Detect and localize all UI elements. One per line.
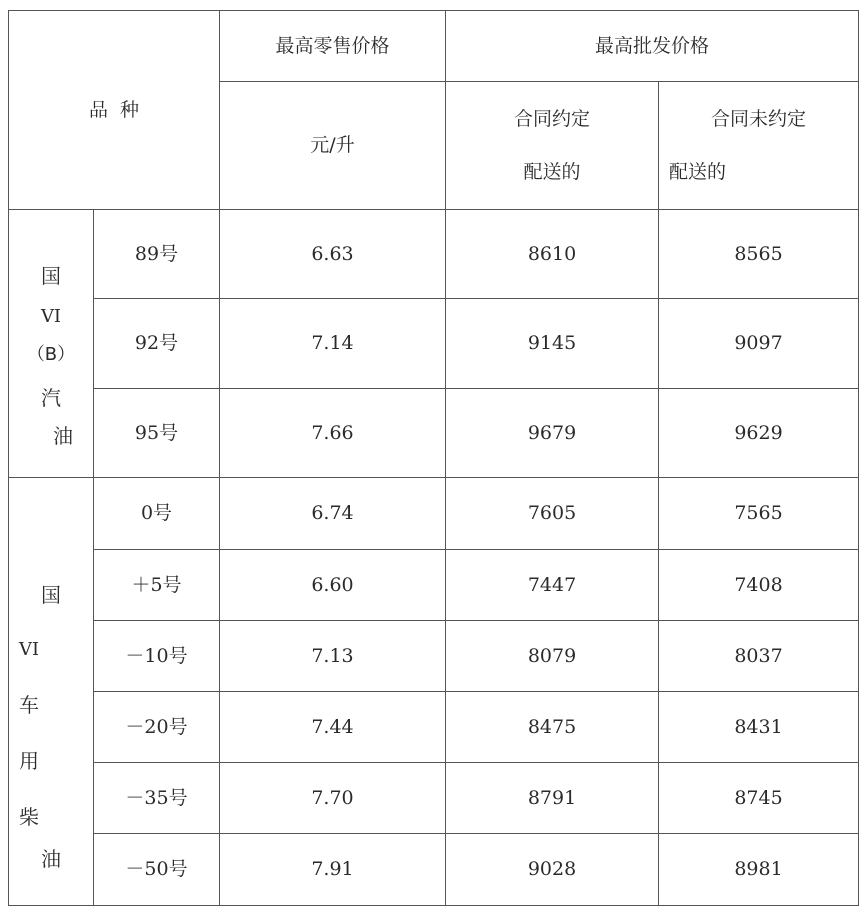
grade-cell: 92号: [94, 299, 220, 389]
diesel-group-label: [9, 478, 94, 906]
table-row: [9, 834, 859, 906]
grade-cell: －10号: [94, 621, 220, 692]
no-contract-cell: 8037: [659, 621, 859, 692]
no-contract-cell: 7565: [659, 478, 859, 550]
grade-cell: 0号: [94, 478, 220, 550]
no-contract-cell: 8431: [659, 692, 859, 763]
retail-cell: 7.91: [220, 834, 446, 906]
contract-cell: 8791: [446, 763, 659, 834]
header-row-1: [9, 11, 859, 82]
grade-cell: －35号: [94, 763, 220, 834]
no-contract-cell: 9629: [659, 389, 859, 478]
no-contract-cell: 8981: [659, 834, 859, 906]
diesel-label-char: VI: [19, 638, 40, 660]
retail-cell: 6.63: [220, 210, 446, 299]
no-contract-cell: 9097: [659, 299, 859, 389]
gasoline-group-label: [9, 210, 94, 478]
contract-cell: 9145: [446, 299, 659, 389]
fuel-price-table: [8, 10, 859, 906]
no-contract-delivery-header: [659, 82, 859, 210]
wholesale-price-header: 最高批发价格: [446, 11, 859, 82]
grade-cell: 95号: [94, 389, 220, 478]
grade-cell: －50号: [94, 834, 220, 906]
contract-cell: 8610: [446, 210, 659, 299]
contract-cell: 8475: [446, 692, 659, 763]
table-row: [9, 389, 859, 478]
retail-cell: 7.70: [220, 763, 446, 834]
grade-cell: ＋5号: [94, 550, 220, 621]
diesel-label-char: 柴: [19, 804, 39, 829]
retail-cell: 7.66: [220, 389, 446, 478]
table-row: [9, 763, 859, 834]
contract-line-2: 配送的: [523, 160, 581, 183]
gasoline-label-char: 汽: [41, 385, 61, 410]
table-row: [9, 692, 859, 763]
diesel-label-char: 车: [19, 692, 39, 717]
gasoline-label-char: （B）: [26, 343, 76, 365]
table-row: [9, 478, 859, 550]
retail-price-header: 最高零售价格: [220, 11, 446, 82]
table-row: [9, 550, 859, 621]
contract-line-1: 合同约定: [513, 107, 590, 130]
gasoline-label-char: VI: [40, 305, 62, 327]
variety-header: 品 种: [9, 11, 220, 210]
no-contract-line-2: 配送的: [669, 160, 727, 183]
retail-cell: 7.13: [220, 621, 446, 692]
table-row: [9, 299, 859, 389]
no-contract-cell: 7408: [659, 550, 859, 621]
contract-cell: 9028: [446, 834, 659, 906]
unit-header: 元/升: [220, 82, 446, 210]
no-contract-line-1: 合同未约定: [711, 107, 807, 130]
gasoline-label-char: 国: [41, 263, 61, 288]
gasoline-label-char: 油: [53, 423, 73, 448]
table-row: [9, 210, 859, 299]
diesel-label-char: 油: [41, 846, 61, 871]
no-contract-cell: 8565: [659, 210, 859, 299]
no-contract-cell: 8745: [659, 763, 859, 834]
contract-cell: 7447: [446, 550, 659, 621]
retail-cell: 7.44: [220, 692, 446, 763]
contract-cell: 7605: [446, 478, 659, 550]
retail-cell: 7.14: [220, 299, 446, 389]
grade-cell: －20号: [94, 692, 220, 763]
contract-cell: 8079: [446, 621, 659, 692]
contract-delivery-header: [446, 82, 659, 210]
diesel-label-char: 国: [41, 582, 61, 607]
table-row: [9, 621, 859, 692]
contract-cell: 9679: [446, 389, 659, 478]
grade-cell: 89号: [94, 210, 220, 299]
retail-cell: 6.74: [220, 478, 446, 550]
diesel-label-char: 用: [19, 748, 39, 773]
retail-cell: 6.60: [220, 550, 446, 621]
